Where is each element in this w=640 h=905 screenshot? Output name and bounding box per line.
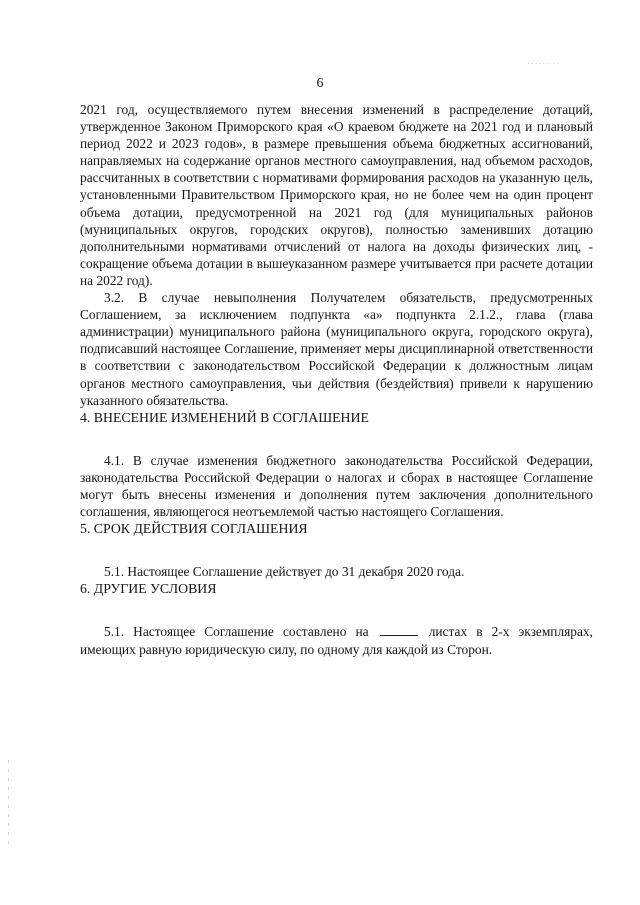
scan-corner-mark: · · · · · · · · ·	[528, 61, 560, 67]
section-6-heading: 6. ДРУГИЕ УСЛОВИЯ	[80, 581, 217, 597]
sheet-count-blank	[380, 635, 418, 636]
page-number: 6	[316, 76, 324, 91]
paragraph-4-1: 4.1. В случае изменения бюджетного законодательства Российской Федерации, законодательства Российской Федерации о налогах и сборах в настоящее Соглашение могут быть внесены изменения и дополнения путем заключения дополнительного соглашения, являющегося неотъемлемой частью настоящего Соглашения.	[80, 452, 593, 520]
paragraph-5-1-copies	[80, 623, 593, 657]
paragraph-continuation: 2021 год, осуществляемого путем внесения изменений в распределение дотаций, утвержденное Законом Приморского края «О краевом бюджете на 2021 год и плановый период 2022 и 2023 годов», в размере превышения объема бюджетных ассигнований, направляемых на содержание органов местного самоуправления, над объемом расходов, рассчитанных в соответствии с нормативами формирования расходов на указанную цель, установленными Правительством Приморского края, но не более чем на один процент объема дотации, предусмотренной на 2021 год (для муниципальных районов (муниципальных округов, городских округов), полностью заменивших дотацию дополнительными нормативами отчислений от налога на доходы физических лиц, - сокращение объема дотации в вышеуказанном размере учитывается при расчете дотации на 2022 год).	[80, 102, 593, 288]
section-5-heading: 5. СРОК ДЕЙСТВИЯ СОГЛАШЕНИЯ	[80, 521, 308, 537]
section-4-heading: 4. ВНЕСЕНИЕ ИЗМЕНЕНИЙ В СОГЛАШЕНИЕ	[80, 409, 369, 425]
copies-text-after: листах в 2-х экземплярах, имеющих равную юридическую силу, по одному для каждой из Сторон.	[80, 624, 593, 657]
document-body	[80, 101, 593, 658]
copies-text-before: 5.1. Настоящее Соглашение составлено на	[104, 624, 369, 640]
paragraph-5-1-term: 5.1. Настоящее Соглашение действует до 31 декабря 2020 года.	[104, 564, 465, 580]
scan-margin-artifact	[8, 760, 9, 850]
paragraph-3-2: 3.2. В случае невыполнения Получателем обязательств, предусмотренных Соглашением, за исключением подпункта «а» подпункта 2.1.2., глава (глава администрации) муниципального района (муниципального округа, городского округа), подписавший настоящее Соглашение, применяет меры дисциплинарной ответственности в соответствии с законодательством Российской Федерации к должностным лицам органов местного самоуправления, чьи действия (бездействия) привели к нарушению указанного обязательства.	[80, 290, 593, 408]
